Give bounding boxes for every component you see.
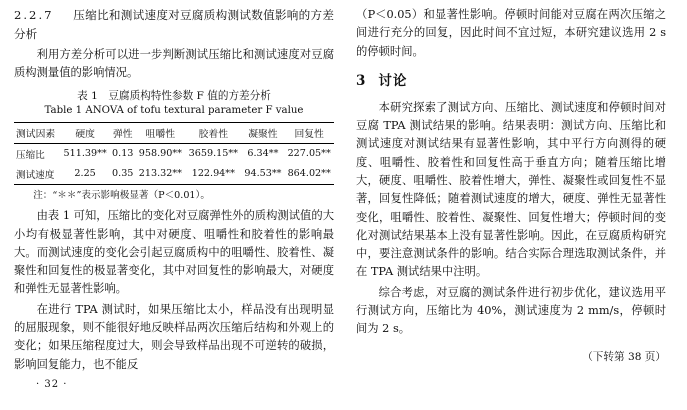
paragraph-discussion-1: 本研究探索了测试方向、压缩比、测试速度和停顿时间对豆腐 TPA 测试结果的影响。结果表明：测试方向、压缩比和测试速度对测试结果有显著性影响，其中平行方向测得的硬度、咀嚼性、胶着性和回复性高于垂直方向；随着压缩比增大，硬度、咀嚼性、胶着性增大，弹性、凝聚性或回复性不显著，回复性降低；随着测试速度的增大，硬度、弹性无显著性变化，咀嚼性、胶着性、凝聚性、回复性增大；停顿时间的变化对测试结果基本上没有显著性影响。因此，在豆腐质构研究中，要注意测试条件的影响。结合实际合理选取测试条件，并在 TPA 测试结果中注明。: [356, 100, 666, 279]
table-cell: 3659.15**: [188, 148, 238, 160]
table-cell: 122.94**: [185, 164, 241, 185]
section-heading-2-2-7: [14, 6, 334, 43]
table-note: 注：“＊＊”表示影响极显著（P＜0.01）。: [33, 189, 210, 201]
section-title: 压缩比和测试速度对豆腐质构测试数值影响的方差分析: [14, 8, 334, 41]
section-title: 讨论: [378, 72, 408, 89]
paragraph-intro: 利用方差分析可以进一步判断测试压缩比和测试速度对豆腐质构测量值的影响情况。: [14, 48, 334, 80]
table-cell: 864.02**: [284, 164, 334, 185]
table-cell: 2.25: [60, 164, 110, 185]
table-cell: 0.13: [112, 148, 134, 160]
table-cell: 511.39**: [63, 148, 107, 160]
table-row: [14, 164, 334, 185]
table-cell: 958.90**: [138, 148, 182, 160]
table-header-cell: 测试因素: [14, 122, 60, 143]
page-number: · 32 ·: [36, 379, 68, 390]
two-column-layout: [14, 6, 673, 392]
left-column: [14, 6, 334, 392]
table-cell: 94.53**: [241, 164, 284, 185]
section-heading-3: [356, 71, 666, 93]
table-header-cell: 弹性: [110, 122, 136, 143]
table-header-cell: 硬度: [60, 122, 110, 143]
table-caption-en: Table 1 ANOVA of tofu textural parameter F value: [44, 105, 304, 117]
table-header-row: [14, 122, 334, 143]
section-number: 2.2.7: [14, 8, 54, 22]
table-cell: 213.32**: [136, 164, 186, 185]
table-header-cell: 凝聚性: [241, 122, 284, 143]
table-cell: 0.35: [110, 164, 136, 185]
paragraph-continued-top: （P＜0.05）和显著性影响。停顿时间能对豆腐在两次压缩之间进行充分的回复，因此时间不宜过短，本研究建议选用 2 s 的停顿时间。: [356, 8, 666, 58]
anova-table: [14, 122, 334, 185]
paragraph-tpa-compression: 在进行 TPA 测试时，如果压缩比太小，样品没有出现明显的屈服现象，则不能很好地反映样品两次压缩后结构和外观上的变化；如果压缩程度过大，则会导致样品出现不可逆转的破损，影响回复能力，也不能反: [14, 302, 334, 371]
section-number: 3: [356, 72, 367, 89]
right-column: [356, 6, 666, 392]
table-header-cell: 回复性: [284, 122, 334, 143]
continued-note: （下转第 38 页）: [582, 350, 666, 363]
table-cell: 测试速度: [14, 164, 60, 185]
paragraph-discussion-2: 综合考虑，对豆腐的测试条件进行初步优化，建议选用平行测试方向，压缩比为 40%，测试速度为 2 mm/s，停顿时间为 2 s。: [356, 285, 666, 336]
table-block: [14, 89, 334, 204]
table-header-cell: 胶着性: [185, 122, 241, 143]
table-caption-cn: 表 1 豆腐质构特性参数 F 值的方差分析: [77, 89, 271, 102]
table-header-cell: 咀嚼性: [136, 122, 186, 143]
table-cell: 6.34**: [247, 148, 279, 160]
paragraph-anova-discussion: 由表 1 可知，压缩比的变化对豆腐弹性外的质构测试值的大小均有极显著性影响，其中对硬度、咀嚼性和胶着性的影响最大。而测试速度的变化会引起豆腐质构中的咀嚼性、胶着性、凝聚性和回复性的极显著变化，其中对回复性的影响最大，对硬度和弹性无显著性影响。: [14, 209, 334, 296]
table-cell: 227.05**: [287, 148, 331, 160]
table-row: [14, 143, 334, 164]
table-cell: 压缩比: [16, 149, 45, 161]
